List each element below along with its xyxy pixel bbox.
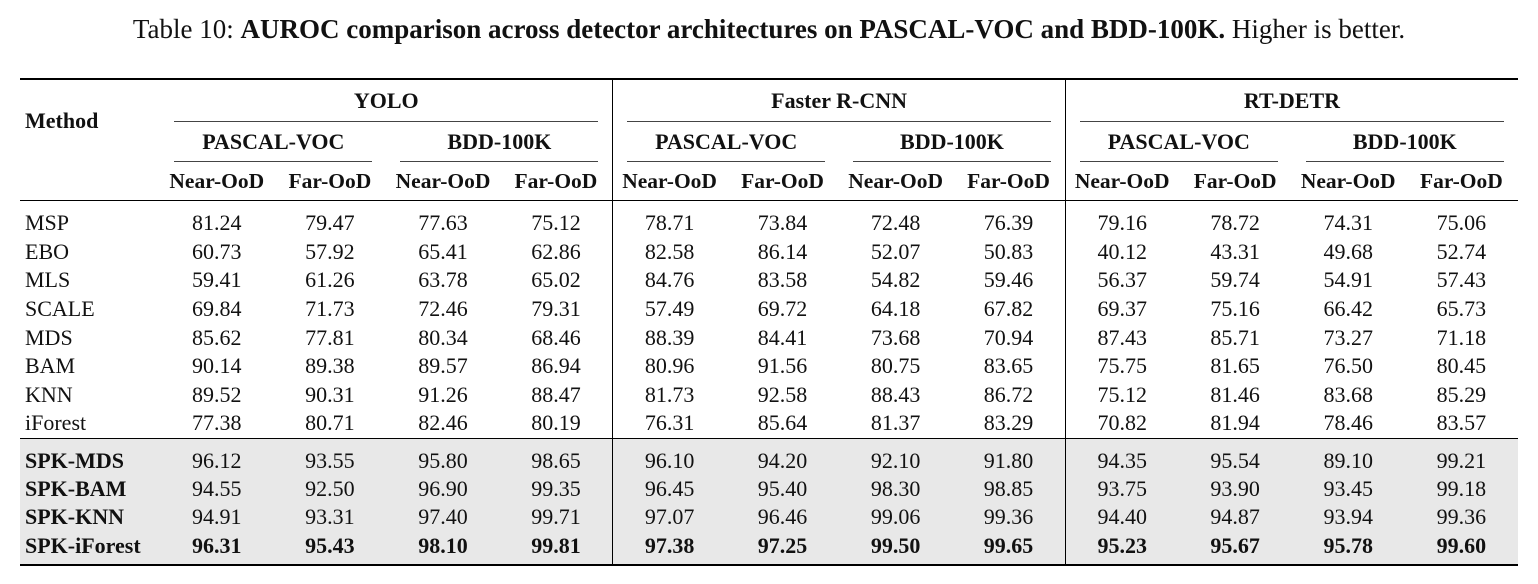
value-cell: 84.76 [613,266,726,295]
value-cell: 79.31 [531,296,581,322]
value-cell: 83.58 [757,267,808,293]
value-cell: 56.37 [1065,266,1178,295]
value-cell: 81.46 [1210,381,1260,407]
value-cell: 65.41 [418,238,468,264]
value-cell: 59.74 [1210,267,1260,293]
value-cell: 99.50 [839,532,952,565]
value-cell: 83.29 [983,410,1034,436]
value-cell: 92.10 [839,438,952,475]
value-cell: 70.82 [1065,409,1178,438]
value-cell: 94.20 [726,438,839,475]
value-cell: 81.73 [613,381,726,410]
value-cell: 84.41 [757,324,808,350]
value-cell: 77.38 [191,410,242,436]
method-cell: iForest [25,410,87,436]
value-cell: 82.46 [418,410,468,436]
value-cell: 78.46 [1323,410,1373,436]
value-cell: 54.82 [870,267,921,293]
value-cell: 94.35 [1065,438,1178,475]
value-cell: 93.75 [1065,475,1178,503]
value-cell: 69.72 [757,296,808,322]
value-cell: 97.07 [613,503,726,531]
value-cell: 65.73 [1436,296,1487,322]
value-cell: 99.60 [1405,532,1518,565]
method-cell: MSP [20,201,160,238]
value-cell: 80.19 [531,410,581,436]
value-cell: 96.10 [613,438,726,475]
value-cell: 73.84 [726,201,839,238]
value-cell: 80.96 [613,352,726,381]
value-cell: 85.62 [191,324,242,350]
value-cell: 70.94 [983,324,1034,350]
value-cell: 75.12 [500,201,613,238]
value-cell: 77.63 [386,201,499,238]
value-cell: 99.21 [1405,438,1518,475]
value-cell: 91.80 [952,438,1065,475]
value-cell: 71.73 [305,296,355,322]
value-cell: 99.06 [839,503,952,531]
split-header: Near-OoD [848,168,943,193]
detector-header-faster-rcnn: Faster R-CNN [613,79,1066,122]
dataset-header: BDD-100K [839,122,1065,162]
value-cell: 91.26 [418,381,468,407]
value-cell: 80.34 [418,324,468,350]
value-cell: 97.25 [726,532,839,565]
table-row [20,352,1518,381]
value-cell: 81.24 [160,201,273,238]
value-cell: 76.31 [613,409,726,438]
value-cell: 90.31 [305,381,355,407]
value-cell: 96.46 [726,503,839,531]
value-cell: 99.81 [500,532,613,565]
value-cell: 66.42 [1323,296,1373,322]
value-cell: 71.18 [1436,324,1487,350]
value-cell: 69.37 [1065,295,1178,324]
value-cell: 93.94 [1292,503,1405,531]
value-cell: 49.68 [1323,238,1373,264]
value-cell: 52.74 [1436,238,1487,264]
value-cell: 95.78 [1292,532,1405,565]
value-cell: 98.85 [952,475,1065,503]
table-row [20,381,1518,410]
value-cell: 75.75 [1065,352,1178,381]
value-cell: 96.31 [160,532,273,565]
value-cell: 79.47 [273,201,386,238]
detector-header-yolo: YOLO [160,79,613,122]
value-cell: 81.94 [1210,410,1260,436]
value-cell: 75.12 [1065,381,1178,410]
value-cell: 81.37 [870,410,921,436]
dataset-header: PASCAL-VOC [613,122,839,162]
dataset-header: BDD-100K [386,122,612,162]
value-cell: 99.36 [952,503,1065,531]
value-cell: 63.78 [418,267,468,293]
method-cell: SCALE [25,296,95,322]
value-cell: 99.35 [500,475,613,503]
value-cell: 94.91 [160,503,273,531]
value-cell: 95.80 [386,438,499,475]
value-cell: 68.46 [531,324,581,350]
value-cell: 72.46 [418,296,468,322]
table-row [20,438,1518,475]
value-cell: 88.39 [613,323,726,352]
value-cell: 95.67 [1179,532,1292,565]
value-cell: 54.91 [1323,267,1373,293]
value-cell: 78.71 [613,201,726,238]
table-row [20,201,1518,238]
value-cell: 89.57 [418,353,468,379]
value-cell: 72.48 [839,201,952,238]
method-cell: SPK-iForest [20,532,160,565]
value-cell: 59.41 [191,267,242,293]
split-header: Near-OoD [395,168,491,193]
auroc-table [20,78,1518,566]
value-cell: 93.45 [1292,475,1405,503]
value-cell: 97.38 [613,532,726,565]
value-cell: 78.72 [1179,201,1292,238]
value-cell: 80.71 [305,410,355,436]
table-row [20,475,1518,503]
value-cell: 86.94 [531,353,581,379]
dataset-header: BDD-100K [1292,122,1518,162]
value-cell: 74.31 [1292,201,1405,238]
split-header: Far-OoD [288,168,372,193]
method-cell: SPK-KNN [20,503,160,531]
value-cell: 60.73 [191,238,242,264]
method-cell: SPK-MDS [20,438,160,475]
split-header: Near-OoD [1065,162,1178,201]
split-header: Near-OoD [169,168,265,193]
table-caption [0,12,1538,46]
value-cell: 98.65 [500,438,613,475]
split-header: Far-OoD [514,168,598,193]
value-cell: 89.52 [191,381,242,407]
value-cell: 98.30 [839,475,952,503]
split-header: Near-OoD [613,162,726,201]
value-cell: 76.39 [952,201,1065,238]
dataset-header: PASCAL-VOC [1065,122,1291,162]
value-cell: 95.43 [273,532,386,565]
value-cell: 88.43 [870,381,921,407]
value-cell: 89.10 [1292,438,1405,475]
value-cell: 64.18 [870,296,921,322]
value-cell: 82.58 [613,238,726,267]
method-cell: BAM [25,353,76,379]
value-cell: 57.49 [613,295,726,324]
value-cell: 92.50 [273,475,386,503]
value-cell: 95.54 [1179,438,1292,475]
method-cell: MDS [25,324,73,350]
value-cell: 79.16 [1065,201,1178,238]
value-cell: 75.06 [1405,201,1518,238]
value-cell: 94.87 [1179,503,1292,531]
value-cell: 99.65 [952,532,1065,565]
value-cell: 80.75 [870,353,921,379]
value-cell: 85.64 [757,410,808,436]
value-cell: 57.43 [1436,267,1487,293]
caption-title: AUROC comparison across detector architectures on PASCAL-VOC and BDD-100K. [240,14,1226,44]
value-cell: 95.23 [1065,532,1178,565]
value-cell: 94.55 [160,475,273,503]
table-row [20,532,1518,565]
table-row [20,409,1518,438]
value-cell: 88.47 [531,381,581,407]
value-cell: 93.31 [273,503,386,531]
table-row [20,266,1518,295]
caption-prefix: Table 10: [132,14,241,44]
table-row [20,238,1518,267]
value-cell: 96.12 [160,438,273,475]
value-cell: 40.12 [1065,238,1178,267]
value-cell: 83.68 [1323,381,1373,407]
table-row [20,323,1518,352]
value-cell: 93.55 [273,438,386,475]
detector-header-rt-detr: RT-DETR [1065,79,1518,122]
dataset-header: PASCAL-VOC [160,122,386,162]
value-cell: 85.29 [1436,381,1487,407]
value-cell: 81.65 [1210,353,1260,379]
value-cell: 57.92 [305,238,355,264]
value-cell: 67.82 [983,296,1034,322]
value-cell: 75.16 [1210,296,1260,322]
value-cell: 83.65 [983,353,1034,379]
value-cell: 90.14 [191,353,242,379]
value-cell: 96.45 [613,475,726,503]
split-header: Far-OoD [1193,168,1277,193]
value-cell: 99.71 [500,503,613,531]
value-cell: 86.14 [757,238,808,264]
value-cell: 91.56 [757,353,808,379]
value-cell: 85.71 [1210,324,1260,350]
value-cell: 69.84 [191,296,242,322]
split-header: Far-OoD [1420,168,1503,193]
method-cell: MLS [25,267,71,293]
value-cell: 43.31 [1210,238,1260,264]
method-header: Method [25,108,99,133]
value-cell: 52.07 [870,238,921,264]
value-cell: 99.36 [1405,503,1518,531]
table-row [20,503,1518,531]
method-cell: KNN [25,381,73,407]
value-cell: 73.68 [870,324,921,350]
value-cell: 98.10 [386,532,499,565]
value-cell: 96.90 [386,475,499,503]
split-header: Near-OoD [1300,168,1396,193]
value-cell: 50.83 [983,238,1034,264]
split-header: Far-OoD [967,168,1050,193]
value-cell: 94.40 [1065,503,1178,531]
caption-suffix: Higher is better. [1225,14,1406,44]
value-cell: 97.40 [386,503,499,531]
value-cell: 62.86 [531,238,581,264]
value-cell: 93.90 [1179,475,1292,503]
value-cell: 86.72 [983,381,1034,407]
value-cell: 83.57 [1436,410,1487,436]
value-cell: 59.46 [983,267,1034,293]
value-cell: 95.40 [726,475,839,503]
value-cell: 76.50 [1323,353,1373,379]
value-cell: 89.38 [305,353,355,379]
value-cell: 80.45 [1436,353,1487,379]
method-cell: EBO [25,238,69,264]
method-cell: SPK-BAM [20,475,160,503]
value-cell: 77.81 [305,324,355,350]
method-header-spacer [20,162,160,201]
value-cell: 61.26 [305,267,355,293]
value-cell: 99.18 [1405,475,1518,503]
value-cell: 87.43 [1065,323,1178,352]
value-cell: 73.27 [1323,324,1373,350]
value-cell: 65.02 [531,267,581,293]
value-cell: 92.58 [757,381,808,407]
table-row [20,295,1518,324]
split-header: Far-OoD [741,168,824,193]
